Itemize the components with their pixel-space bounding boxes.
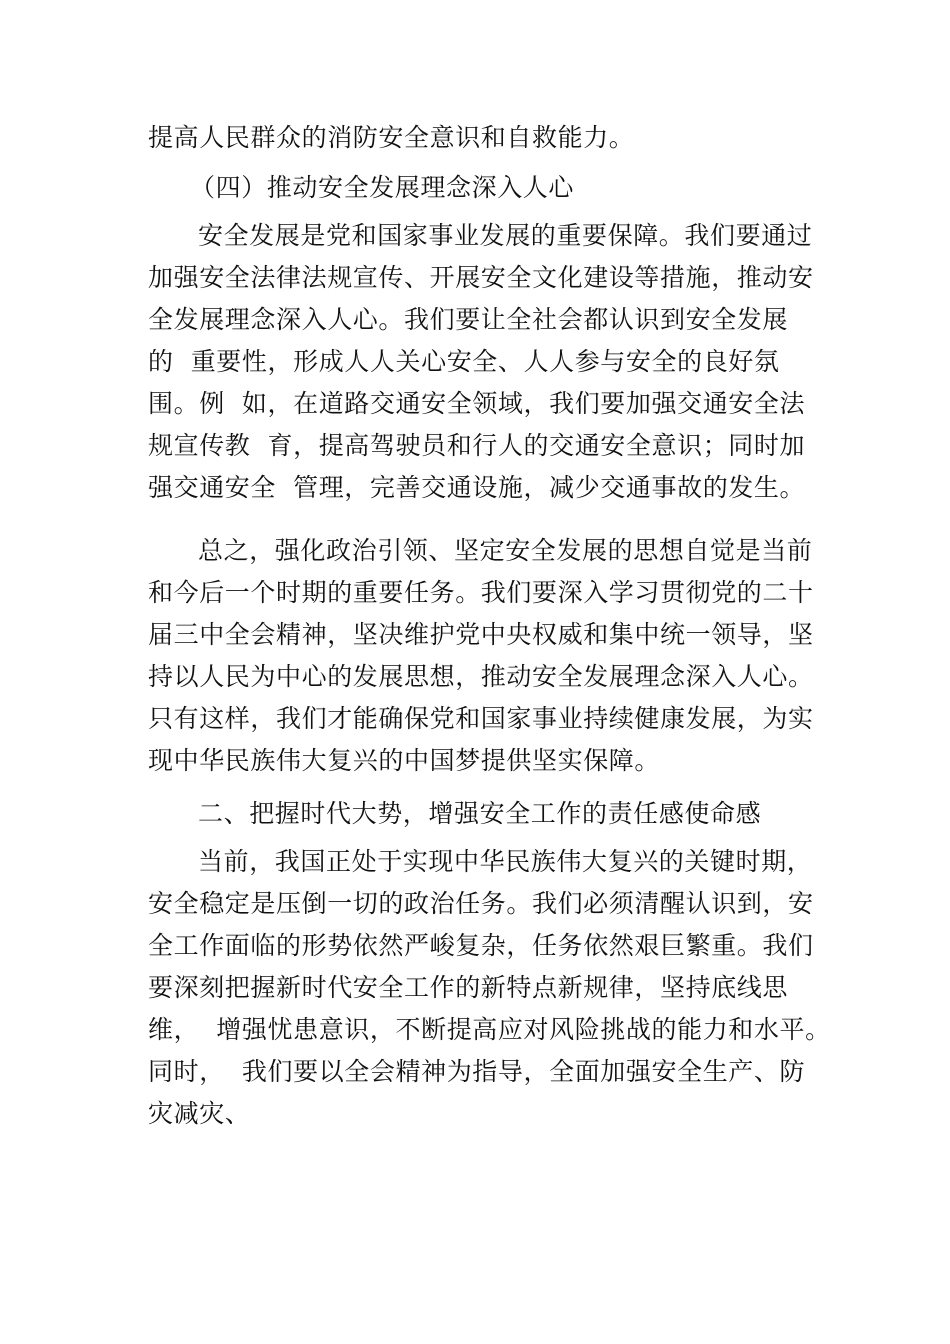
- text-line: 提高人民群众的消防安全意识和自救能力。: [148, 123, 635, 152]
- text-line: 同时， 我们要以全会精神为指导，全面加强安全生产、防: [148, 1057, 806, 1086]
- text-line: 规宣传教 育，提高驾驶员和行人的交通安全意识；同时加: [148, 431, 806, 460]
- text-line: 安全稳定是压倒一切的政治任务。我们必须清醒认识到，安: [148, 889, 814, 918]
- text-line: 持以人民为中心的发展思想，推动安全发展理念深入人心。: [148, 662, 814, 691]
- section-heading: （四）推动安全发展理念深入人心: [190, 173, 575, 202]
- text-line: 现中华民族伟大复兴的中国梦提供坚实保障。: [148, 746, 661, 775]
- text-line: 维， 增强忧患意识，不断提高应对风险挑战的能力和水平。: [148, 1015, 831, 1044]
- text-line: 届三中全会精神，坚决维护党中央权威和集中统一领导，坚: [148, 620, 814, 649]
- text-line: 加强安全法律法规宣传、开展安全文化建设等措施，推动安: [148, 263, 814, 292]
- text-line: 只有这样，我们才能确保党和国家事业持续健康发展，为实: [148, 704, 814, 733]
- text-line: 灾减灾、: [148, 1099, 251, 1128]
- text-line: 的 重要性，形成人人关心安全、人人参与安全的良好氛: [148, 347, 780, 376]
- text-line: 强交通安全 管理，完善交通设施，减少交通事故的发生。: [148, 473, 806, 502]
- text-line: 全发展理念深入人心。我们要让全社会都认识到安全发展: [148, 305, 789, 334]
- text-line: 围。例 如，在道路交通安全领域，我们要加强交通安全法: [148, 389, 806, 418]
- text-line: 当前，我国正处于实现中华民族伟大复兴的关键时期，: [198, 847, 813, 876]
- text-line: 安全发展是党和国家事业发展的重要保障。我们要通过: [198, 221, 813, 250]
- section-heading: 二、把握时代大势，增强安全工作的责任感使命感: [198, 799, 762, 828]
- text-line: 要深刻把握新时代安全工作的新特点新规律，坚持底线思: [148, 973, 789, 1002]
- text-line: 和今后一个时期的重要任务。我们要深入学习贯彻党的二十: [148, 578, 814, 607]
- text-line: 总之，强化政治引领、坚定安全发展的思想自觉是当前: [198, 536, 813, 565]
- text-line: 全工作面临的形势依然严峻复杂，任务依然艰巨繁重。我们: [148, 931, 814, 960]
